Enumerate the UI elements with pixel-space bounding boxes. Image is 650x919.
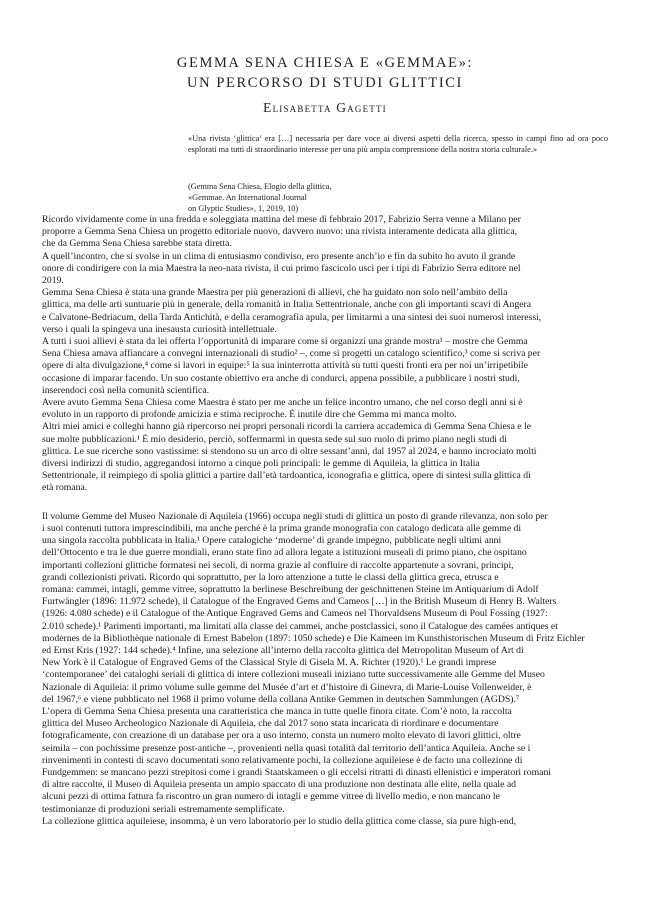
body-text-line: Ricordo vividamente come in una fredda e soleggiata mattina del mese di febbraio 2017, Fabrizio Serra venne a Milano per [42, 214, 521, 225]
body-text-line: sue molte pubblicazioni.¹ È mio desiderio, perciò, soffermarmi in questa sede sul suo ruolo di primo piano negli studi di [42, 433, 507, 445]
body-text-line: L’opera di Gemma Sena Chiesa presenta una caratteristica che manca in tutte quelle finora citate. Com’è noto, la raccolta [42, 706, 512, 717]
body-text-line: dell’Ottocento e tra le due guerre mondiali, erano state fino ad allora legate a istituzioni museali di primo piano, che ospitano [42, 547, 527, 559]
epigraph-quote: «Una rivista ‘glittica’ era […] necessaria per dare voce ai diversi aspetti della ricerca, spesso in campi fino ad ora poco esplorati ma tutti di straordinario interesse per una più ampia comprensione della nostra storia culturale.» [188, 134, 608, 155]
body-text-line: età romana. [42, 482, 88, 494]
body-text-line: romana: cammei, intagli, gemme vitree, soprattutto la berlinese Beschreibung der geschnittenen Steine im Antiquarium di Adolf [42, 584, 539, 595]
body-text-line: ‘contemporanee’ dei cataloghi seriali di glittica di intere collezioni museali iniziano tutte successivamente alle Gemme del Museo [42, 669, 545, 681]
body-text-line: inserendoci così nella comunità scientifica. [42, 384, 210, 396]
epigraph-source-line: (Gemma Sena Chiesa, Elogio della glittica, [188, 182, 332, 191]
body-text-line: La collezione glittica aquileiese, insomma, è un vero laboratorio per lo studio della glittica come classe, sia pure high-end, [42, 815, 516, 827]
article-author: Elisabetta Gagetti [263, 100, 387, 115]
body-text-line: Sena Chiesa amava affiancare a convegni internazionali di studio² –, come si progetti un catalogo scientifico,³ come si scriva per [42, 348, 541, 360]
body-text-line: A tutti i suoi allievi è stata da lei offerta l’opportunità di imparare come si organizzi una grande mostra¹ – mostre che Gemma [42, 336, 528, 347]
body-text-line: diversi indirizzi di studio, aggregandosi intorno a cinque poli principali: le gemme di Aquileia, la glittica in Italia [42, 458, 480, 469]
body-text-line: Gemma Sena Chiesa è stata una grande Maestra per più generazioni di allievi, che ha guidato non solo nell’ambito della [42, 287, 508, 299]
body-text-line: New York è il Catalogue of Engraved Gems of the Classical Style di Gisela M. A. Richter (1920).¹ Le grandi imprese [42, 657, 497, 669]
body-text-line: A quell’incontro, che si svolse in un clima di entusiasmo condiviso, ero presente anch’io e fin da subito ho avuto il grande [42, 250, 516, 262]
body-text-line: Furtwängler (1896: 11.972 schede), il Catalogue of the Engraved Gems and Cameos […] in the British Museum di Henry B. Walters [42, 596, 557, 608]
body-text-line: (1926: 4.080 schede) e il Catalogue of the Antique Engraved Gems and Cameos nel Thorvaldsens Museum di Poul Fossing (1927: [42, 608, 548, 620]
body-text-line: Fundgemmen: se mancano pezzi strepitosi come i grandi Staatskameen o gli eccelsi ritratti di dinasti ellenistici e imperatori romani [42, 767, 551, 778]
body-text-line: Avere avuto Gemma Sena Chiesa come Maestra è stato per me anche un felice incontro umano, che nel corso degli anni si è [42, 397, 523, 408]
body-text-line: seimila – con pochissime presenze post-antiche –, provenienti nella quasi totalità dal territorio dell’antica Aquileia. Anche se i [42, 742, 531, 754]
body-text-line: rinvenimenti in contesti di scavo documentati sono relativamente pochi, la collezione aquileiese è de facto una collezione di [42, 754, 523, 766]
body-text-line: Altri miei amici e colleghi hanno già ripercorso nei propri personali ricordi la carriera accademica di Gemma Sena Chiesa e le [42, 421, 532, 433]
epigraph-source-line: on Glyptic Studies», 1, 2019, 10) [188, 204, 299, 214]
body-text-line: del 1967,⁶ e viene pubblicato nel 1968 il primo volume della collana Antike Gemmen in deutschen Sammlungen (AGDS).⁷ [42, 693, 520, 705]
body-text-line: 2.010 schede).¹ Parimenti importanti, ma limitati alla classe dei cammei, anche postclassici, sono il Catalogue des camées antiques et [42, 620, 558, 632]
body-text-line: occasione di imparar facendo. Un suo costante obiettivo era anche di condurci, appena possibile, a pubblicare i nostri studi, [42, 372, 520, 384]
epigraph-source [188, 181, 608, 215]
body-text-line: modernes de la Bibliothèque nationale di Ernest Babelon (1897: 1050 schede) e Die Kameen im Kunsthistorischen Museum di Fritz Eichler [42, 632, 585, 644]
body-text-line: ed Ernst Kris (1927: 144 schede).⁴ Infine, una selezione all’interno della raccolta glittica del Metropolitan Museum of Art di [42, 645, 524, 656]
body-text-line: Settentrionale, il reimpiego di spolia glittici a partire dall’età tardoantica, iconografia e glittica, opere di sintesi sulla glittica di [42, 470, 531, 482]
body-text-line: i suoi contenuti tuttora imprescindibili, ma anche perché è la prima grande monografia con catalogo dedicata alle gemme di [42, 523, 522, 534]
body-text-line: importanti collezioni glittiche formatesi nei secoli, di norma grazie al confluire di raccolte appartenute a sovrani, principi, [42, 559, 514, 571]
epigraph-source-line: «Gemmae. An International Journal [188, 193, 307, 203]
body-text-line: Il volume Gemme del Museo Nazionale di Aquileia (1966) occupa negli studi di glittica un posto di grande rilevanza, non solo per [42, 510, 548, 522]
body-text-line: testimonianze di produzioni seriali estremamente semplificate. [42, 803, 285, 815]
body-text-line: e Calvatone-Bedriacum, della Tarda Antichità, e della ceramografia apula, per limitarmi a una sintesi dei suoi numerosi interessi, [42, 311, 542, 323]
body-text-line: glittica del Museo Archeologico Nazionale di Aquileia, che dal 2017 sono stata incaricata di riordinare e documentare [42, 718, 499, 730]
body-text-line: glittica. Le sue ricerche sono vastissime: si stendono su un arco di oltre sessant’anni, dal 1957 al 2024, e hanno incrociato molti [42, 445, 537, 457]
body-text-line: glittica, ma delle arti suntuarie più in generale, della romanità in Italia Settentrionale, anche con gli importanti scavi di Angera [42, 299, 532, 311]
body-text-line: Nazionale di Aquileia: il primo volume sulle gemme del Musée d’art et d’histoire di Ginevra, di Marie-Louise Vollenweider, è [42, 681, 532, 693]
article-title-line-1: GEMMA SENA CHIESA E «GEMMAE»: [176, 55, 474, 71]
body-text-line: che da Gemma Sena Chiesa sarebbe stata diretta. [42, 238, 232, 250]
article-title-line-2: UN PERCORSO DI STUDI GLITTICI [187, 75, 463, 91]
body-text-line: onore di condirigere con la mia Maestra la neo-nata rivista, il cui primo fascicolo uscì per i tipi di Fabrizio Serra editore nel [42, 262, 521, 274]
body-text-line: una singola raccolta pubblicata in Italia.¹ Opere catalogiche ‘moderne’ di grande impegno, pubblicate negli ultimi anni [42, 535, 502, 547]
body-text-line: fotograficamente, con creazione di un database per ora a uso interno, consta un numero molto elevato di lavori glittici, oltre [42, 730, 521, 742]
body-text-line: grandi collezionisti privati. Ricordo qui soprattutto, per la loro attenzione a tutte le classi della glittica greca, etrusca e [42, 571, 499, 583]
body-text-line: opere di alta divulgazione,⁴ come si lavori in equipe:⁵ la sua ininterrotta attività su tutti questi fronti era per noi un’irripetibile [42, 360, 528, 372]
body-text-line: 2019. [42, 275, 64, 286]
body-text-line: alcuni pezzi di ottima fattura fa riscontro un gran numero di intagli e gemme vitree di livello medio, e non mancano le [42, 791, 500, 803]
body-text-line: verso i quali la spingeva una inesausta curiosità intellettuale. [42, 323, 277, 335]
body-text-line: di altre raccolte, il Museo di Aquileia presenta un ampio spaccato di una produzione non destinata alle elite, nella quale ad [42, 779, 516, 791]
body-text-line: evoluto in un rapporto di profonde amicizia e stima reciproche. È inutile dire che Gemma mi manca molto. [42, 409, 457, 421]
body-text-line: proporre a Gemma Sena Chiesa un progetto editoriale nuovo, davvero nuovo: una rivista interamente dedicata alla glittica, [42, 226, 518, 238]
